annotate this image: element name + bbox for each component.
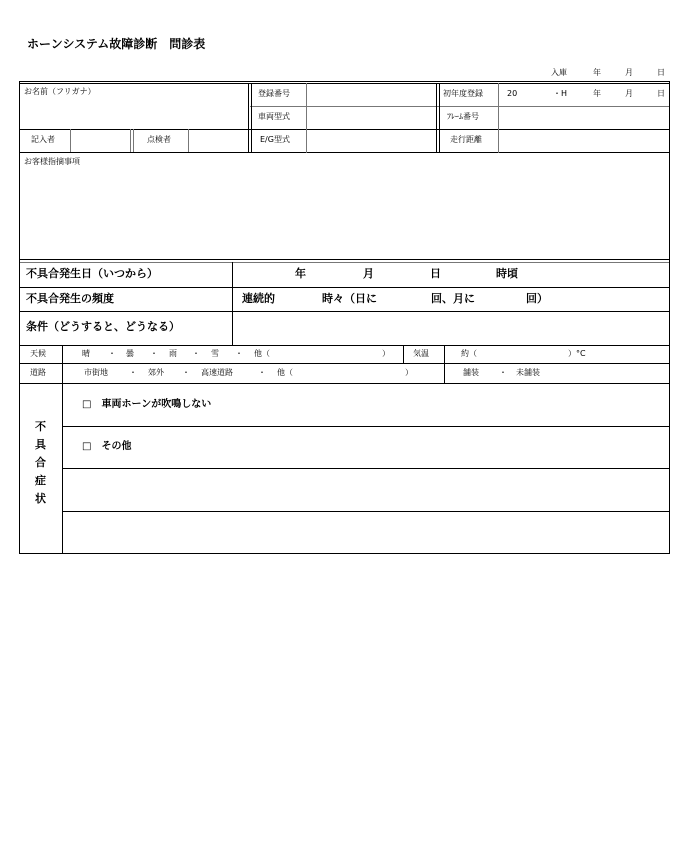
weather-snow: 雪 <box>211 349 219 358</box>
weather-rain: 雨 <box>169 349 177 358</box>
road-sep-2: ・ <box>182 368 190 377</box>
weather-sep-2: ・ <box>150 349 158 358</box>
entry-day: 日 <box>657 68 665 77</box>
pavement-paved: 舗装 <box>463 368 479 377</box>
road-city: 市街地 <box>84 368 108 377</box>
first-registration-era: ・H <box>553 89 568 98</box>
frequency-sometimes: 時々（日に <box>322 292 377 305</box>
first-registration-day: 日 <box>657 89 665 98</box>
symptoms-label-3: 合 <box>35 456 46 469</box>
frequency-times2: 回） <box>526 292 548 305</box>
pavement-unpaved: 未舗装 <box>516 368 540 377</box>
entry-label: 入庫 <box>551 68 567 77</box>
road-sep-1: ・ <box>129 368 137 377</box>
mileage-label: 走行距離 <box>450 135 482 144</box>
first-registration-label: 初年度登録 <box>443 89 483 98</box>
recorder-label: 記入者 <box>31 135 55 144</box>
occurrence-time: 時頃 <box>496 267 518 280</box>
entry-year: 年 <box>593 68 601 77</box>
road-highway: 高速道路 <box>201 368 233 377</box>
frequency-label: 不具合発生の頻度 <box>26 292 114 305</box>
page-title: ホーンシステム故障診断 問診表 <box>27 37 206 51</box>
symptoms-label-5: 状 <box>35 492 46 505</box>
occurrence-date-label: 不具合発生日（いつから） <box>26 267 158 280</box>
customer-points-label: お客様指摘事項 <box>24 157 80 166</box>
weather-sep-1: ・ <box>108 349 116 358</box>
weather-label: 天候 <box>30 349 46 358</box>
road-other: 他（ <box>277 368 293 377</box>
inspector-label: 点検者 <box>147 135 171 144</box>
temperature-label: 気温 <box>413 349 429 358</box>
road-suburb: 郊外 <box>148 368 164 377</box>
road-other-close: ） <box>405 368 413 377</box>
symptom-other: □ その他 <box>82 441 132 452</box>
symptoms-label-1: 不 <box>35 420 46 433</box>
first-registration-year: 年 <box>593 89 601 98</box>
condition-label: 条件（どうすると、どうなる） <box>26 320 180 333</box>
occurrence-year: 年 <box>295 267 306 280</box>
occurrence-day: 日 <box>430 267 441 280</box>
customer-name-label: お名前（フリガナ） <box>24 87 96 96</box>
first-registration-prefix: 20 <box>507 89 518 98</box>
road-sep-3: ・ <box>258 368 266 377</box>
registration-no-label: 登録番号 <box>258 89 290 98</box>
vehicle-model-label: 車両型式 <box>258 112 290 121</box>
frequency-continuous: 連続的 <box>242 292 275 305</box>
engine-model-label: E/G型式 <box>260 135 290 144</box>
temperature-value: 約（ <box>461 349 477 358</box>
weather-cloudy: 曇 <box>126 349 134 358</box>
first-registration-month: 月 <box>625 89 633 98</box>
frame-no-label: ﾌﾚｰﾑ番号 <box>447 112 479 121</box>
entry-month: 月 <box>625 68 633 77</box>
symptoms-label-2: 具 <box>35 438 46 451</box>
frequency-times1: 回、月に <box>431 292 475 305</box>
symptom-no-horn: □ 車両ホーンが吹鳴しない <box>82 399 212 410</box>
weather-sunny: 晴 <box>82 349 90 358</box>
occurrence-month: 月 <box>363 267 374 280</box>
symptoms-label-4: 症 <box>35 474 46 487</box>
weather-sep-4: ・ <box>235 349 243 358</box>
pavement-sep: ・ <box>499 368 507 377</box>
road-label: 道路 <box>30 368 46 377</box>
weather-sep-3: ・ <box>192 349 200 358</box>
weather-other: 他（ <box>254 349 270 358</box>
weather-other-close: ） <box>382 349 390 358</box>
temperature-unit: ）°C <box>568 349 586 358</box>
